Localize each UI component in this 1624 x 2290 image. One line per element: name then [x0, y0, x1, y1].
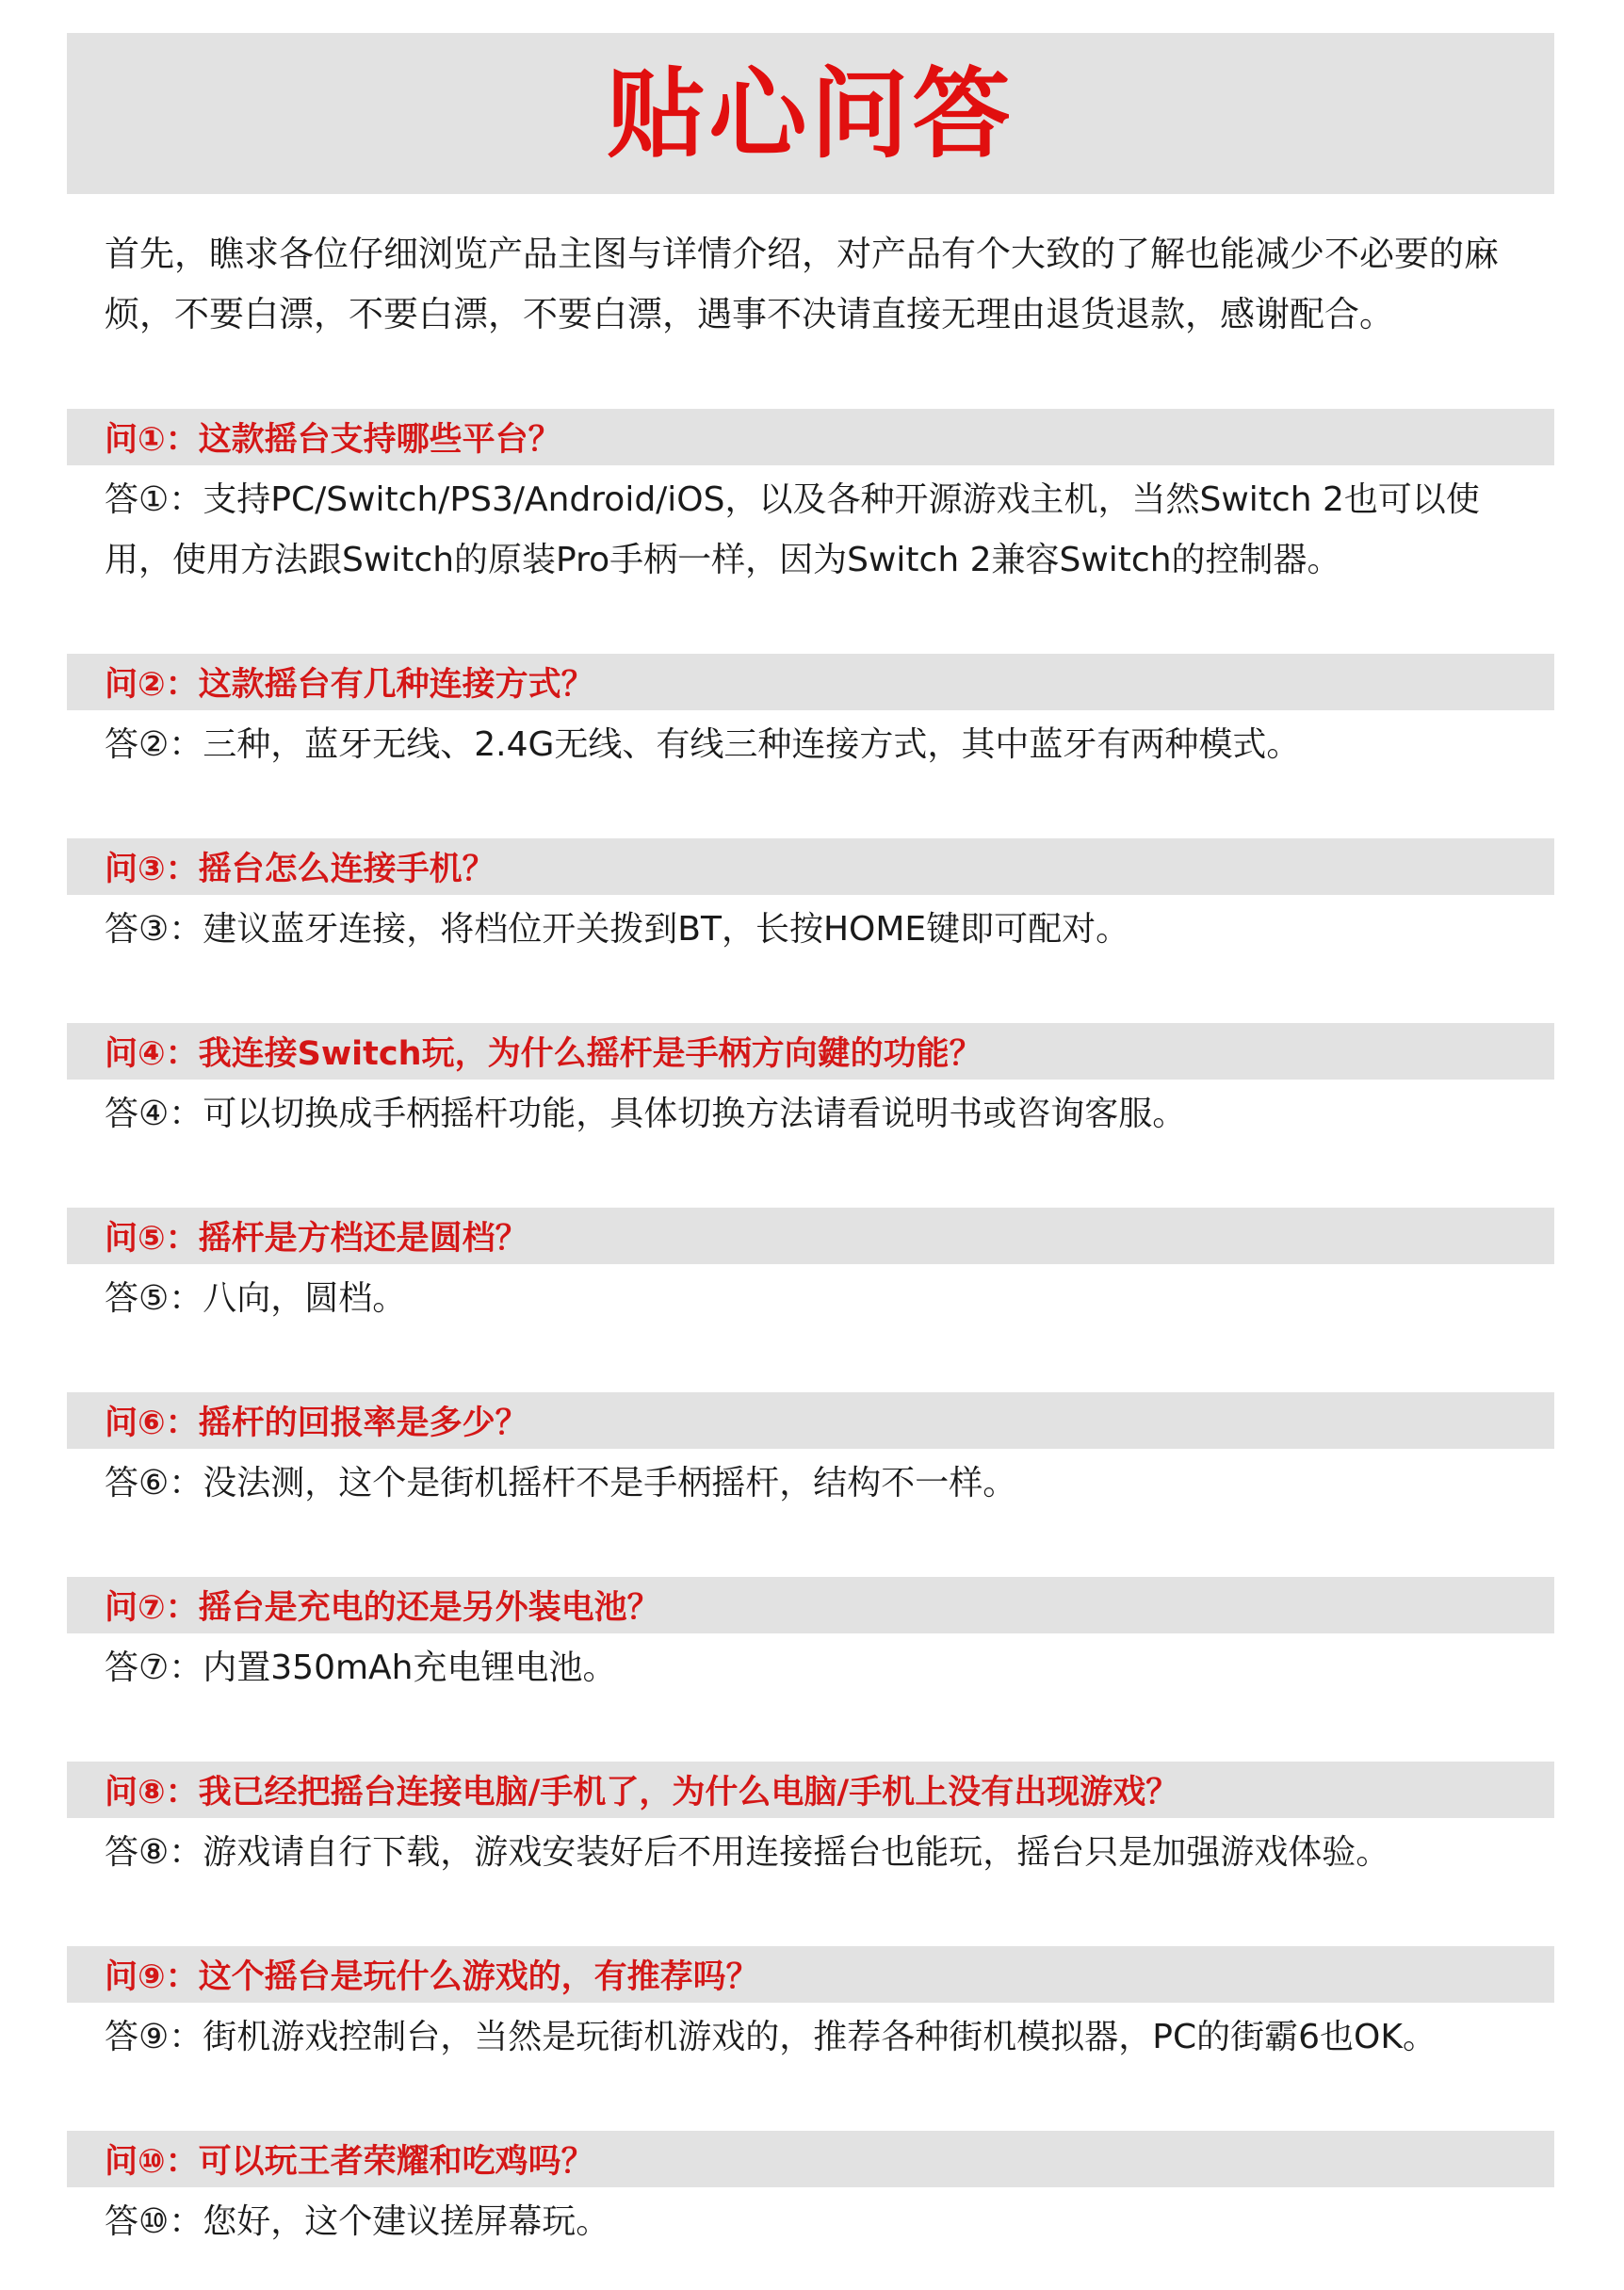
faq-item-7 [0, 1577, 1624, 1762]
answer-text: 答③：建议蓝牙连接，将档位开关拨到BT，长按HOME键即可配对。 [105, 910, 1130, 949]
faq-item-3 [0, 838, 1624, 1023]
intro-text: 首先，瞧求各位仔细浏览产品主图与详情介绍，对产品有个大致的了解也能减少不必要的麻烦，不要白漂，不要白漂，不要白漂，遇事不决请直接无理由退货退款，感谢配合。 [105, 234, 1499, 334]
question-text: 问⑤：摇杆是方档还是圆档？ [105, 1220, 528, 1258]
answer-text: 答⑧：游戏请自行下载，游戏安装好后不用连接摇台也能玩，摇台只是加强游戏体验。 [105, 1833, 1390, 1872]
question-text: 问⑨：这个摇台是玩什么游戏的，有推荐吗？ [105, 1958, 759, 1996]
page-title: 贴心问答 [607, 56, 1015, 171]
question-text: 问⑦：摇台是充电的还是另外装电池？ [105, 1589, 660, 1627]
question-text: 问⑧：我已经把摇台连接电脑/手机了，为什么电脑/手机上没有出现游戏？ [105, 1774, 1179, 1811]
question-bar [67, 838, 1554, 895]
faq-item-1 [0, 409, 1624, 654]
question-bar [67, 1023, 1554, 1080]
faq-item-4 [0, 1023, 1624, 1208]
question-text: 问①：这款摇台支持哪些平台？ [105, 421, 561, 459]
question-text: 问④：我连接Switch玩，为什么摇杆是手柄方向鍵的功能？ [105, 1035, 983, 1073]
question-bar [67, 409, 1554, 465]
question-text: 问⑥：摇杆的回报率是多少？ [105, 1405, 528, 1442]
question-bar [67, 1392, 1554, 1449]
answer-text: 答⑦：内置350mAh充电锂电池。 [105, 1648, 617, 1687]
answer-text: 答④：可以切换成手柄摇杆功能，具体切换方法请看说明书或咨询客服。 [105, 1095, 1187, 1133]
answer-text: 答②：三种，蓝牙无线、2.4G无线、有线三种连接方式，其中蓝牙有两种模式。 [105, 725, 1301, 764]
faq-item-6 [0, 1392, 1624, 1577]
question-text: 问⑩：可以玩王者荣耀和吃鸡吗？ [105, 2143, 594, 2181]
faq-list [0, 409, 1624, 2263]
question-text: 问②：这款摇台有几种连接方式？ [105, 666, 594, 704]
answer-text: 答⑤：八向，圆档。 [105, 1279, 407, 1318]
question-bar [67, 1762, 1554, 1818]
question-text: 问③：摇台怎么连接手机？ [105, 851, 495, 888]
faq-item-5 [0, 1208, 1624, 1392]
faq-item-9 [0, 1946, 1624, 2131]
answer-text: 答⑨：街机游戏控制台，当然是玩街机游戏的，推荐各种街机模拟器，PC的街霸6也OK。 [105, 2018, 1437, 2056]
answer-text: 答①：支持PC/Switch/PS3/Android/iOS，以及各种开源游戏主机，当然Switch 2也可以使用，使用方法跟Switch的原装Pro手柄一样，因为Switch 2兼容Switch的控制器。 [105, 480, 1480, 579]
answer-text: 答⑥：没法测，这个是街机摇杆不是手柄摇杆，结构不一样。 [105, 1464, 1017, 1502]
faq-item-10 [0, 2131, 1624, 2263]
question-bar [67, 1946, 1554, 2003]
question-bar [67, 1577, 1554, 1633]
question-bar [67, 654, 1554, 710]
question-bar [67, 2131, 1554, 2187]
title-banner [67, 33, 1554, 194]
question-bar [67, 1208, 1554, 1264]
faq-item-2 [0, 654, 1624, 838]
answer-text: 答⑩：您好，这个建议搓屏幕玩。 [105, 2202, 610, 2241]
faq-item-8 [0, 1762, 1624, 1946]
